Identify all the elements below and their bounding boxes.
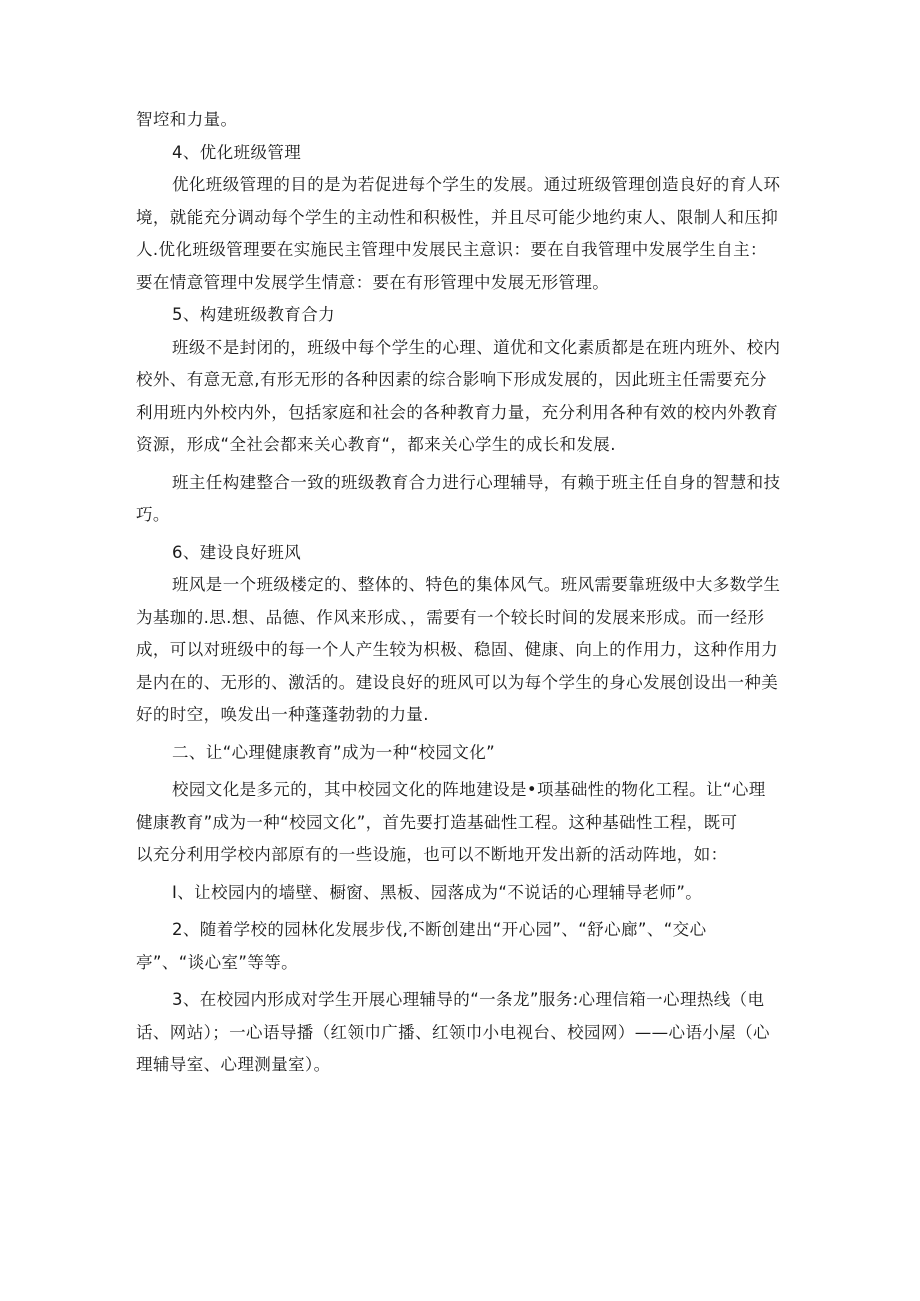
- document-body: [136, 104, 816, 1082]
- list-item: 2、随着学校的园林化发展步伐,不断创建出“开心园”、“舒心廊”、“交心: [172, 920, 707, 939]
- paragraph-line: 校外、有意无意,有形无形的各种因素的综合影响下形成发展的，因此班主任需要充分: [136, 370, 767, 389]
- list-item-continuation: 亭”、“谈心室”等等。: [136, 952, 299, 972]
- paragraph-line: 班主任构建整合一致的班级教育合力进行心理辅导，有赖于班主任自身的智慧和技: [172, 472, 781, 492]
- paragraph-line: 校园文化是多元的，其中校园文化的阵地建设是•项基础性的物化工程。让“心理: [172, 780, 766, 799]
- paragraph-line: 成，可以对班级中的每一个人产生较为枳极、稳固、健康、向上的作用力，这种作用力: [136, 640, 779, 659]
- list-item-continuation: 话、网站）；一心语导播（红领巾广播、红领巾小电视台、校园网）——心语小屋（心: [136, 1022, 770, 1042]
- list-item-continuation: 理辅导室、心理测量室）。: [136, 1055, 331, 1074]
- paragraph-line: 要在情意管理中发展学生情意：要在有形管理中发展无形管理。: [136, 272, 610, 292]
- paragraph-line: 是内在的、无形的、激活的。建设良好的班风可以为每个学生的身心发展创设出一种美: [136, 672, 779, 692]
- text-line: 智埪和力量。: [136, 110, 238, 129]
- paragraph-line: 班风是一个班级楼定的、整体的、特色的集体风气。班风需要靠班级中大多数学生: [172, 575, 781, 594]
- section-heading: 5、构建班级教育合力: [172, 305, 335, 324]
- paragraph-line: 为基珈的.思.想、品德、作风来形成、，需要有一个较长时间的发展来形成。而一经形: [136, 607, 765, 627]
- paragraph-line: 优化班级管理的目的是为若促进每个学生的发展。通过班级管理创造良好的育人环: [172, 175, 781, 194]
- paragraph-line: 班级不是封闭的，班级中每个学生的心理、道优和文化素质都是在班内班外、校内: [172, 337, 781, 357]
- paragraph-line: 资源，形成“全社会都来关心教育“，都来关心学生的成长和发展.: [136, 435, 616, 454]
- paragraph-line: 利用班内外校内外，包括家庭和社会的各种教育力量，充分利用各种有效的校内外教育: [136, 402, 779, 422]
- paragraph-line: 境，就能充分调动每个学生的主动性和积极性，并且尽可能少地约束人、限制人和压抑: [136, 207, 779, 227]
- list-item: 3、在校园内形成对学生开展心理辅导的“一条龙”服务:心理信箱一心理热线（电: [172, 990, 765, 1009]
- section-heading: 6、建设良好班风: [172, 542, 302, 562]
- list-item: I、让校园内的墙壁、橱窗、黑板、园落成为“不说话的心理辅导老师”。: [172, 882, 703, 902]
- paragraph-line: 人.优化班级管理要在实施民主管理中发展民主意识：要在自我管理中发展学生自主：: [136, 240, 767, 259]
- paragraph-line: 健康教育”成为一种“校园文化”，首先要打造基础性工程。这种基础性工程，既可: [136, 812, 738, 832]
- section-heading: 4、优化班级管理: [172, 142, 302, 162]
- paragraph-line: 好的时空，唤发出一种蓬蓬勃勃的力量.: [136, 705, 429, 724]
- section-heading: 二、让“心理健康教育”成为一种“校园文化”: [172, 742, 496, 762]
- paragraph-line: 以充分利用学校内部原有的一些设施，也可以不断地开发出新的活动阵地，如：: [136, 845, 728, 864]
- paragraph-line: 巧。: [136, 505, 170, 524]
